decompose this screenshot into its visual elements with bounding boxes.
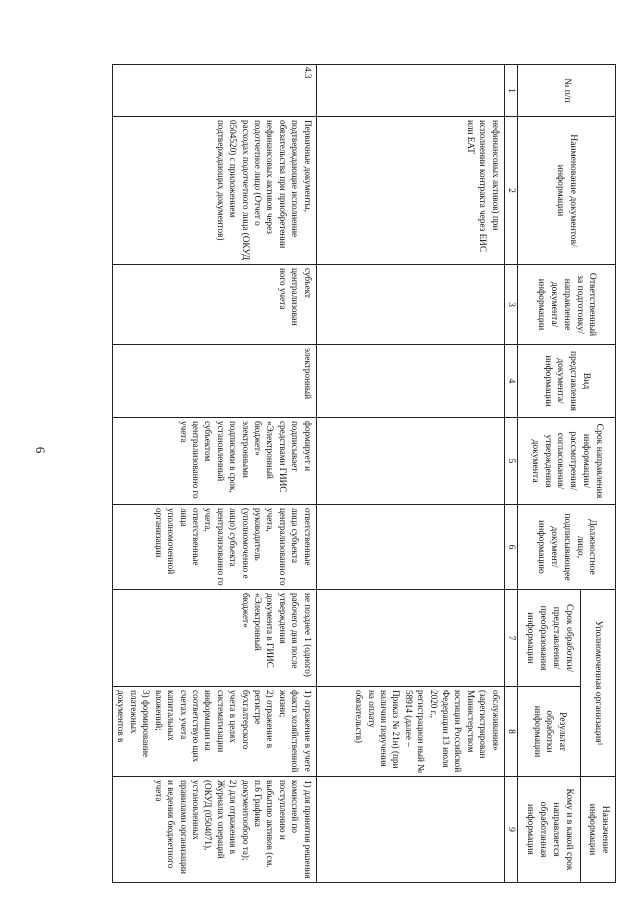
deadline: формирует и подписывает средствами ГИИС «Электронный бюджет» электронными подписями в срок, установленный субъектом централизованно го учета — [113, 418, 317, 505]
processing-result: обслуживания» (зарегистрирован Министерством юстиции Российской Федерации 13 июля 2020 г., регистрацион ный № 58914 (далее – Приказ № 21н) (при наличии поручения на оплату обязательств) — [316, 687, 504, 777]
responsible — [316, 265, 504, 345]
table-row — [316, 65, 504, 883]
row-number: 4.3 — [113, 65, 317, 117]
header-processing-result: Результат обработки информации — [518, 687, 581, 777]
official: ответственные лица субъекта централизованно го учета, руководитель (уполномоченно е лицо) субъекта централизованно го учета, ответственные лица уполномоченной организации — [113, 505, 317, 590]
header-deadline: Срок направления информации/ рассмотрения/ согласования/ утверждения документа — [518, 418, 616, 505]
col-number: 4 — [504, 345, 517, 418]
responsible: субъект централизован ного учета — [113, 265, 317, 345]
document-table-rotated — [116, 64, 616, 882]
header-submission-type: Вид представления документа/ информации — [518, 345, 616, 418]
page-number: 6 — [33, 446, 48, 454]
submission-type: электронный — [113, 345, 317, 418]
col-number: 7 — [504, 590, 517, 687]
col-number: 6 — [504, 505, 517, 590]
recipient: 1) для принятия решения комиссией по поступлению и выбытию активов (см. п.6 Графика документооборо та); 2) для отражения в Журналах операций (ОКУД (0504071), установленных правилами организации и ведения бюджетного учета — [113, 777, 317, 883]
header-purpose: Назначение информации — [581, 777, 616, 883]
header-authorized-org: Уполномоченная организация¹ — [581, 590, 616, 777]
col-number: 1 — [504, 65, 517, 117]
header-number: № п/п — [518, 65, 616, 117]
header-responsible: Ответственный за подготовку/ направление документа/ информации — [518, 265, 616, 345]
header-recipient: Кому и в какой срок направляется обработанная информация — [518, 777, 581, 883]
column-numbers-row — [504, 65, 517, 883]
document-name: Первичные документы, подтверждающие исполнение обязательства при приобретении нефинансовых активов через подотчетное лицо (Отчет о расходах подотчетного лица (ОКУД 0504520) с приложением подтверждающих документов) — [113, 117, 317, 265]
col-number: 3 — [504, 265, 517, 345]
document-table — [112, 64, 616, 883]
table-row — [113, 65, 317, 883]
row-number — [316, 65, 504, 117]
header-documents: Наименование документов/ информации — [518, 117, 616, 265]
deadline — [316, 418, 504, 505]
processing-deadline: не позднее 1 (одного) рабочего дня после утверждения документа в ГИИС «Электронный бюджет» — [113, 590, 317, 687]
col-number: 9 — [504, 777, 517, 883]
header-official: Должностное лицо, подписывающее документ/ информацию — [518, 505, 616, 590]
processing-result: 1) отражение в учете факта хозяйственной жизни; 2) отражение в регистре бухгалтерского учета в целях систематизации информации на соответствую щих счетах учета капитальных вложений; 3) формирование платежных документов в — [113, 687, 317, 777]
col-number: 8 — [504, 687, 517, 777]
col-number: 2 — [504, 117, 517, 265]
submission-type — [316, 345, 504, 418]
official — [316, 505, 504, 590]
col-number: 5 — [504, 418, 517, 505]
header-row-1 — [581, 65, 616, 883]
processing-deadline — [316, 590, 504, 687]
header-processing-deadline: Срок обработки/ представления/ преобразования информации — [518, 590, 581, 687]
recipient — [316, 777, 504, 883]
document-name: нефинансовых активов) при исполнении контракта через ЕИС или ЕАТ — [316, 117, 504, 265]
